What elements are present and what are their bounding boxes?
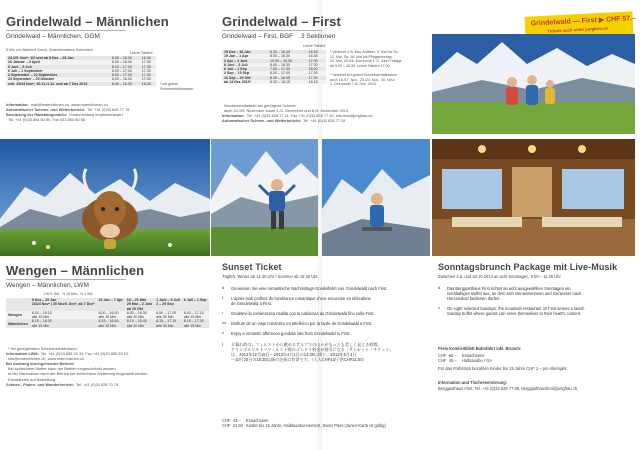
paragraph-line: は、2012年12月15日～2013年4月1日の14:30以降と、2013年5月4日	[231, 351, 357, 357]
gf-subtitle	[222, 33, 335, 40]
language-flag-icon: i	[222, 311, 224, 316]
info-text: Tel. +41 (0)33 828 77 28	[303, 118, 346, 123]
paragraph-line: グリンデルワルト～フィルスト間のゴンドラ料金が割引になる「サンセット・チケット」	[231, 346, 394, 352]
row-hours: 8.00 – 17.00	[268, 71, 307, 75]
info-text: auch 24./25. November sowie 1./2. Dezember und 8./9. Dezember 2013	[224, 108, 349, 113]
paragraph-line: Geniessen Sie eine romantische Nachmittags-Gondelfahrt von Grindelwald nach First.	[231, 286, 388, 291]
row-hours: 8.00 – 17.00	[110, 73, 140, 77]
row-date: 6 Juli – 1 Sep	[222, 67, 268, 71]
info-text: Tel. +41 (0)33 828 77 78	[87, 107, 130, 112]
table-row	[222, 54, 326, 58]
paragraph-line: L'après-midi profitez de l'ambiance romantique d'une excursion en télécabine	[231, 296, 371, 302]
price-line	[438, 358, 636, 363]
gf-title-rule	[222, 30, 322, 31]
row-hours: 8.30 – 16.45	[268, 76, 307, 80]
note-line: 20. Mai, 25./26. Mai sowie 1./2. Juni Freitags	[330, 59, 402, 64]
row-hours: 8.00 – 17.15 alle 15 Min	[182, 311, 209, 320]
info-text: Wochenendbetrieb bei genügend Schnee:	[224, 103, 297, 108]
wm-title: Wengen – Männlichen	[6, 263, 145, 278]
wm-head-note: Lift ½ Std., ½ 15 Min., ½ 1 Std.	[44, 292, 94, 296]
row-hours: 8.00 – 16.15 alle 15 Min	[30, 311, 97, 320]
price-amount: CHF 43.–	[222, 418, 241, 423]
gm-title: Grindelwald – Männlichen	[6, 14, 169, 29]
paragraph-line: Das Berggasthaus First richtet an acht ausgewählten Sonntagen ein	[447, 286, 571, 291]
gf-title: Grindelwald – First	[222, 14, 341, 29]
gf-extra	[222, 103, 427, 123]
row-hours: 8.00 – 16.30 alle 15 Min	[97, 311, 125, 320]
row-date: 19 Jan – 1 Apr	[222, 54, 268, 58]
note-text: info@maennlichen.ch, www.maennlichen.ch	[8, 356, 85, 362]
price-label: Erwachsene	[246, 418, 269, 423]
first-cliff-walk-photo	[322, 139, 430, 256]
note-text: * bei genügendem Schneeverhältnissen	[8, 346, 77, 351]
row-station: Wengen	[6, 311, 30, 320]
note-line: * Verkehrt 4./5. Mai, Auffahrt, 9. Mai bis So.	[330, 50, 399, 54]
price-amount: CHF 40.–	[438, 358, 457, 364]
hikers-photo	[432, 34, 635, 134]
paragraph-line: Herzenslust bedienen dürfen.	[447, 296, 501, 302]
row-date: 16 Sep – 20 Okt	[222, 76, 268, 80]
row-last-descent: 16.15	[307, 80, 326, 84]
row-date: 26 Januar – 4 April	[6, 60, 110, 64]
cliff-scene-graphic	[322, 139, 430, 256]
language-paragraph	[222, 342, 428, 362]
row-date: 8 Juni – 5 Juli	[222, 63, 268, 67]
row-last-descent: 16.45	[307, 54, 326, 58]
info-label: Automatischer Schnee- und Wetterbericht:	[222, 118, 302, 123]
note-line: * Verkehrt bei gutem Schneeverhältnissen	[330, 72, 397, 77]
brunch-prices	[438, 353, 636, 364]
row-date: evtl. 23/24 Nov*, 30.11./1.12. und ab 7 Dez 2013	[6, 82, 110, 86]
info-text: mail@maennlichen.ch, www.maennlichen.ch	[30, 102, 108, 107]
paragraph-line: reichhaltiges Buffet aus, an dem sich Geniesserinnen und Geniesser nach	[447, 291, 582, 297]
info-text: Tel. +41 (0)33 854 80 80, Fax 033 854 80 88	[8, 117, 85, 122]
row-hours: 8.00 – 16.30	[110, 60, 140, 64]
row-date: 24./25. Nov*, 1/2 und ab 8 Dez – 25 Jan	[6, 56, 110, 60]
brunch-price-note: Für das Frühstück bezahlen Kinder bis 15 Jahre CHF 1.– pro Altersjahr.	[438, 366, 568, 371]
row-hours: 8.15 – 17.00	[110, 65, 140, 69]
row-last-descent: 17.00	[140, 60, 156, 64]
brunch-info-title: Information und Tischreservierung:	[438, 380, 508, 385]
hikers-scene-graphic	[432, 34, 635, 134]
note-text: Tel. +41 (0)33 828 70 78	[75, 381, 119, 387]
gf-col-last: Letzte Talfahrt	[303, 44, 326, 48]
language-paragraph	[222, 331, 428, 336]
price-label: Kinder bis 15 Jahre, Halbtaxabonnement, Swiss Pass (Junior-Karte ist gültig)	[246, 423, 386, 429]
row-hours: 8.15 – 17.30 alle 15 Min	[182, 319, 209, 328]
brunch-paras	[438, 286, 636, 321]
row-hours: 8.30 – 16.15	[268, 80, 307, 84]
row-hours: 8.00 – 16.30 alle 30 Min	[125, 311, 154, 320]
brunch-info-text: Berggasthaus First, Tel. +41 (0)33 828 77 88, berggasthausfirst@jungfrau.ch	[438, 386, 578, 391]
row-hours: 8.15 – 16.45 alle 15 Min	[97, 319, 125, 328]
gf-subtitle-sections: 3 Sektionen	[300, 33, 336, 40]
row-hours: 8.00 – 16.30	[268, 54, 307, 58]
row-hours: 8.15 – 16.30 alle 15 Min	[30, 319, 97, 328]
header-cell: 6 Juli – 1 Sep	[182, 298, 209, 311]
row-hours: 10.00 – 16.30	[268, 59, 307, 63]
price-line	[222, 423, 428, 428]
header-cell: 9 Dez – 25 Jan 23/24 Nov* | 30 Nov/1 Dez*, ab 7 Dez*	[30, 298, 97, 311]
info-label: Information:	[6, 102, 29, 107]
note-line: auch 16./17. Nov., 23./24. Nov., 30. Nov./	[330, 77, 396, 82]
paragraph-line: On eight selected Sundays, the mountain restaurant on First serves a lavish	[447, 306, 585, 312]
row-last-descent: 16.30	[140, 56, 156, 60]
interior-scene-graphic	[432, 139, 635, 256]
paragraph-line: 夕暮れ時は、フィルストから眺めるアルプスの山々がもっとも美しく見える時間。	[231, 341, 382, 347]
language-flag-icon: es	[222, 321, 227, 326]
language-paragraph	[438, 286, 636, 301]
row-last-descent: 18.00	[307, 67, 326, 71]
badge-sub-text: Tickets auch unter jungfrau.ch	[547, 25, 609, 34]
sunset-title: Sunset Ticket	[222, 262, 282, 272]
note-label: Schnee-, Pisten- und Wanderbericht:	[6, 381, 74, 387]
row-station: Männlichen	[6, 319, 30, 328]
language-paragraph	[222, 321, 428, 326]
info-line	[222, 118, 427, 123]
note-label: Bei Andrang durchgehender Betrieb!	[6, 361, 75, 367]
gf-notes	[330, 50, 425, 87]
paragraph-line: Sunday buffet where guests can serve themselves to their heart's content.	[447, 311, 582, 317]
language-flag-icon: f	[222, 296, 224, 301]
gm-col-last: Letzte Talfahrt	[130, 51, 153, 55]
row-date: 23 September – 20 Oktober	[6, 77, 110, 81]
paragraph-line: de Grindelwald à First.	[231, 301, 272, 307]
row-last-descent: 16.30	[140, 82, 156, 86]
language-paragraph	[438, 306, 636, 316]
brunch-title: Sonntagsbrunch Package mit Live-Musik	[438, 262, 618, 272]
paragraph-line: Enjoy a romantic afternoon gondola ride from Grindelwald to First.	[231, 331, 351, 337]
language-paragraph	[222, 296, 428, 306]
note-label: Information LWM:	[6, 351, 39, 357]
row-hours: 8.30 – 16.45	[268, 50, 307, 54]
info-label: Automatischer Schnee- und Wetterbericht:	[6, 107, 86, 112]
brunch-price-title: Preis Kombi-Billett Bahnfahrt inkl. Brunch:	[438, 346, 522, 351]
sunset-paras	[222, 286, 428, 367]
note-line: 1. Dez sowie 7./8. Dez. 2013	[330, 82, 376, 87]
row-date: 6 Juli – 1 September	[6, 69, 110, 73]
price-amount: CHF 60.–	[438, 353, 457, 358]
row-last-descent: 17.30	[140, 69, 156, 73]
gm-note-top: 5 Min von Bahnhof Grund, Zwischenstation Holenstein	[6, 48, 93, 52]
info-label: Benützung der Radstabigondeln:	[6, 112, 68, 117]
row-hours: 8.00 – 16.30	[110, 56, 140, 60]
row-last-descent: 17.00	[307, 59, 326, 63]
paragraph-line: Disfrute de un viaje romántico en teleférico por la tarde de Grindelwald a First.	[231, 321, 373, 327]
language-flag-icon: d	[438, 286, 441, 290]
row-hours: 8.15 – 16.45 alle 30 Min	[125, 319, 154, 328]
row-hours: 7.30 – 17.30	[268, 67, 307, 71]
table-row	[222, 80, 326, 84]
language-paragraph	[222, 286, 428, 291]
row-date: ab 14 Dez 2013*	[222, 80, 268, 84]
language-flag-icon: d	[222, 286, 225, 290]
row-hours: 8.15 – 17.15 alle 30 Min	[154, 319, 182, 328]
info-label: Information:	[222, 113, 245, 118]
row-hours: 8.00 – 16.30	[110, 82, 140, 86]
row-last-descent: 17.30	[307, 71, 326, 75]
language-flag-icon: e	[438, 306, 441, 311]
row-date: 15 Dez – 18 Jan	[222, 50, 268, 54]
language-flag-icon: e	[222, 331, 225, 336]
sunset-hours: Täglich, Winter ab 14.30 Uhr / Sommer ab 15.30 Uhr	[222, 274, 318, 279]
language-flag-icon: j	[222, 341, 224, 346]
paragraph-line: Godetevi la romanzesca risalita con la cabinovia da Grindelwald fino sulla First.	[231, 311, 375, 317]
note-text: Bei schlechtem Wetter kann der Betrieb eingeschränkt werden.	[8, 366, 117, 372]
row-last-descent: 17.00	[140, 77, 156, 81]
row-last-descent: 16.15	[307, 50, 326, 54]
price-label: Halbtaxabo / GA	[462, 358, 493, 364]
brunch-hours: Zwischen 4.5. und 20.10.2013 an acht Sonntagen, 9.00 – 11.30 Uhr	[438, 274, 561, 279]
note-line: 12. Mai, Sa. 18. Mai bis Pfingstmontag,	[330, 54, 393, 59]
info-text: Tel. +41 (0)33 828 77 11, Fax +41 (0)33 828 77 20, info.first@jungfrau.ch	[246, 113, 373, 118]
gm-subtitle: Grindelwald – Männlichen, GGM	[6, 33, 100, 40]
gm-star-note: * bei gutem Schneeverhältnissen	[160, 82, 194, 91]
language-paragraph	[222, 311, 428, 316]
price-amount: CHF 21.50	[222, 423, 243, 429]
row-hours: 8.00 – 16.30	[268, 63, 307, 67]
row-last-descent: 17.30	[307, 63, 326, 67]
row-last-descent: 17.00	[307, 76, 326, 80]
gf-subtitle-main: Grindelwald – First, BGF	[222, 33, 294, 40]
note-text: Extrafahrten auf Bestellung.	[8, 376, 57, 382]
row-last-descent: 17.30	[140, 65, 156, 69]
row-last-descent: 17.00	[140, 73, 156, 77]
note-text: Tel. +41 (0)33 855 29 33, Fax +41 (0)33 855 35 10,	[40, 351, 130, 357]
row-date: 5 Juni – 5 Juli	[6, 65, 110, 69]
row-date: 2 September – 22 September	[6, 73, 110, 77]
header-cell: 18 – 21 Mai 25 Mai – 2 Juni ab 20 Okt	[126, 298, 153, 311]
note-line: ab 9.00 – 16.30, Letzte Talfahrt 17.00	[330, 63, 390, 68]
note-text: In der Nachsaison kann der Betrieb bei schlechtem Wetterung eingestellt werden.	[8, 371, 149, 377]
header-cell: 1 Juni – 5 Juli 2 – 29 Sep	[154, 298, 182, 311]
wm-subtitle: Wengen – Männlichen, LWM	[6, 282, 89, 289]
header-cell: 26 Jan – 7 Apr	[97, 298, 125, 311]
price-label: Erwachsene	[462, 353, 485, 358]
row-date: 2 Sep – 15 Sep	[222, 71, 268, 75]
paragraph-line: ～10月20日の15:30以降の企画に有効です。（大人CHF43/子供CHF21.50）	[231, 356, 367, 362]
sunset-prices	[222, 418, 428, 429]
row-hours: 8.00 – 17.30	[110, 69, 140, 73]
info-text: Voranmeldung empfehlenswert	[69, 112, 123, 117]
badge-main-text: Grindelwald — First ▶ CHF 57.–	[530, 15, 637, 28]
row-date: 2 Apr – 4 Juni	[222, 59, 268, 63]
row-hours: 8.00 – 16.30	[110, 77, 140, 81]
gf-timetable	[222, 50, 326, 84]
row-hours: 8.00 – 17.00 alle 30 Min	[154, 311, 182, 320]
berggasthaus-interior-photo	[432, 139, 635, 256]
